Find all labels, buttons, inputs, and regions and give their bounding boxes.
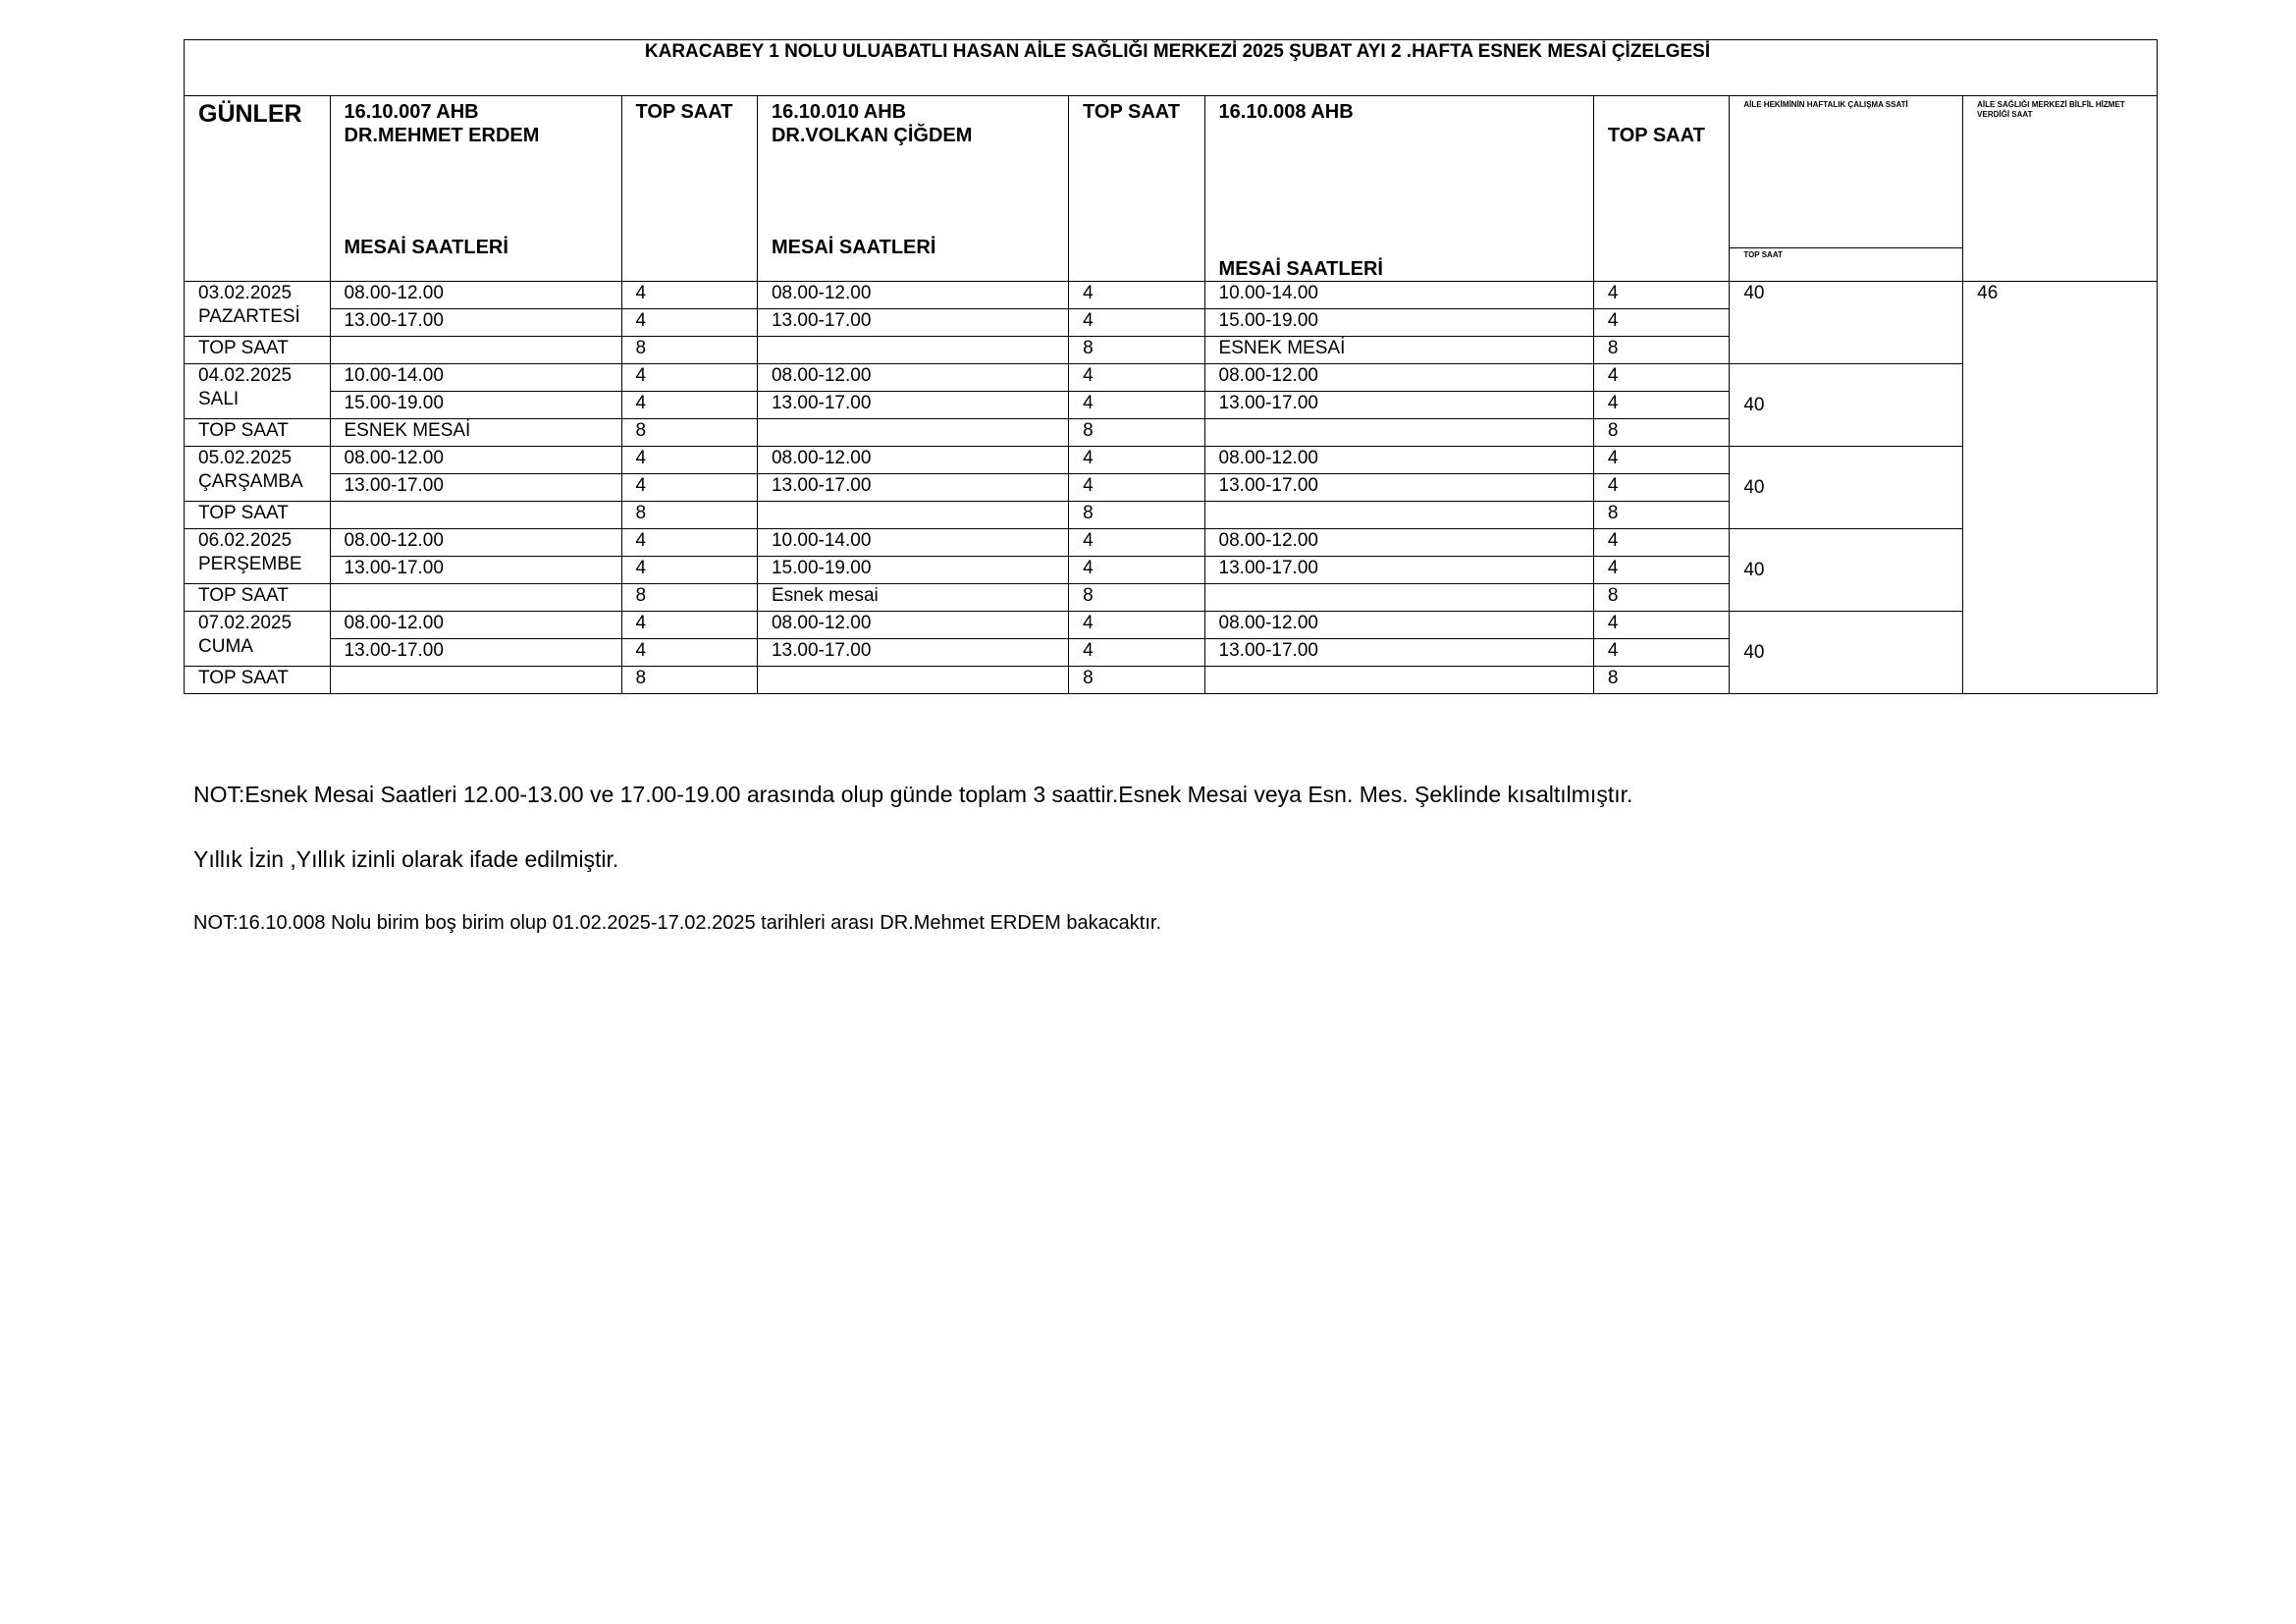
header-doctor1 xyxy=(330,96,621,282)
hours-cell: 08.00-12.00 xyxy=(757,364,1068,392)
hour-count-cell: 4 xyxy=(1069,557,1204,584)
doctor3-code: 16.10.008 AHB xyxy=(1218,101,1354,123)
total-hours-cell: 8 xyxy=(621,667,757,694)
total-hours-cell: 8 xyxy=(1593,584,1729,612)
day-cell xyxy=(185,612,331,667)
hours-cell: 13.00-17.00 xyxy=(757,474,1068,502)
hour-count-cell: 4 xyxy=(621,529,757,557)
day-cell xyxy=(185,282,331,337)
note-bos-birim: NOT:16.10.008 Nolu birim boş birim olup 01.02.2025-17.02.2025 tarihleri arası DR.Mehmet ERDEM bakacaktır. xyxy=(193,912,1162,934)
doctor2-code: 16.10.010 AHB xyxy=(771,101,907,123)
hours-cell: 08.00-12.00 xyxy=(1204,612,1593,639)
total-hours-cell: 8 xyxy=(1069,337,1204,364)
weekly-hours-value: 40 xyxy=(1730,282,1963,364)
total-note-cell xyxy=(757,419,1068,447)
total-hours-cell: 8 xyxy=(1069,502,1204,529)
day-name: ÇARŞAMBA xyxy=(198,471,303,492)
doctor3-mesai-label: MESAİ SAATLERİ xyxy=(1218,258,1383,280)
hours-cell: 08.00-12.00 xyxy=(1204,447,1593,474)
doctor1-name: DR.MEHMET ERDEM xyxy=(344,125,540,146)
weekly-hours-value: 40 xyxy=(1730,612,1963,694)
header-row xyxy=(185,96,2158,248)
weekly-hours-value: 40 xyxy=(1730,529,1963,612)
total-hours-cell: 8 xyxy=(1069,419,1204,447)
total-note-cell xyxy=(1204,584,1593,612)
hour-count-cell: 4 xyxy=(621,612,757,639)
doctor1-mesai-label: MESAİ SAATLERİ xyxy=(344,237,508,258)
hours-cell: 10.00-14.00 xyxy=(757,529,1068,557)
hours-cell: 13.00-17.00 xyxy=(1204,639,1593,667)
hour-count-cell: 4 xyxy=(1593,309,1729,337)
day-name: PAZARTESİ xyxy=(198,306,300,327)
hour-count-cell: 4 xyxy=(1593,392,1729,419)
hour-count-cell: 4 xyxy=(621,392,757,419)
hour-count-cell: 4 xyxy=(1593,282,1729,309)
total-note-cell xyxy=(1204,419,1593,447)
hours-cell: 08.00-12.00 xyxy=(330,529,621,557)
header-top-saat-3: TOP SAAT xyxy=(1593,96,1729,282)
hour-count-cell: 4 xyxy=(1069,529,1204,557)
total-note-cell xyxy=(330,667,621,694)
header-weekly-top-saat: TOP SAAT xyxy=(1730,248,1963,282)
hours-cell: 15.00-19.00 xyxy=(757,557,1068,584)
total-hours-cell: 8 xyxy=(1593,502,1729,529)
hour-count-cell: 4 xyxy=(1069,612,1204,639)
total-hours-cell: 8 xyxy=(621,419,757,447)
day-date: 06.02.2025 xyxy=(198,530,293,551)
hour-count-cell: 4 xyxy=(621,364,757,392)
hours-cell: 10.00-14.00 xyxy=(1204,282,1593,309)
hour-count-cell: 4 xyxy=(1069,309,1204,337)
hours-cell: 08.00-12.00 xyxy=(757,282,1068,309)
total-label: TOP SAAT xyxy=(185,337,331,364)
hours-cell: 08.00-12.00 xyxy=(1204,364,1593,392)
schedule-title: KARACABEY 1 NOLU ULUABATLI HASAN AİLE SAĞLIĞI MERKEZİ 2025 ŞUBAT AYI 2 .HAFTA ESNEK MESAİ ÇİZELGESİ xyxy=(185,40,2158,96)
header-weekly-hours: AİLE HEKİMİNİN HAFTALIK ÇALIŞMA SSATİ xyxy=(1730,96,1963,248)
total-note-cell: ESNEK MESAİ xyxy=(1204,337,1593,364)
header-gunler: GÜNLER xyxy=(185,96,331,282)
day-date: 07.02.2025 xyxy=(198,613,293,633)
hour-count-cell: 4 xyxy=(621,309,757,337)
hours-cell: 13.00-17.00 xyxy=(757,309,1068,337)
hours-cell: 13.00-17.00 xyxy=(1204,557,1593,584)
total-note-cell xyxy=(1204,502,1593,529)
day-name: CUMA xyxy=(198,636,253,657)
doctor2-name: DR.VOLKAN ÇİĞDEM xyxy=(771,125,973,146)
hour-count-cell: 4 xyxy=(1069,639,1204,667)
schedule-row xyxy=(185,364,2158,392)
day-date: 05.02.2025 xyxy=(198,448,293,468)
weekly-hours-value: 40 xyxy=(1730,364,1963,447)
hour-count-cell: 4 xyxy=(1593,529,1729,557)
hours-cell: 10.00-14.00 xyxy=(330,364,621,392)
day-cell xyxy=(185,364,331,419)
hours-cell: 13.00-17.00 xyxy=(1204,474,1593,502)
hours-cell: 08.00-12.00 xyxy=(757,612,1068,639)
hours-cell: 15.00-19.00 xyxy=(330,392,621,419)
hour-count-cell: 4 xyxy=(621,639,757,667)
hours-cell: 08.00-12.00 xyxy=(330,447,621,474)
weekly-hours-value: 40 xyxy=(1730,447,1963,529)
hour-count-cell: 4 xyxy=(621,557,757,584)
hours-cell: 13.00-17.00 xyxy=(757,392,1068,419)
day-date: 03.02.2025 xyxy=(198,283,293,303)
hour-count-cell: 4 xyxy=(621,447,757,474)
total-hours-cell: 8 xyxy=(1593,419,1729,447)
total-hours-cell: 8 xyxy=(621,502,757,529)
total-label: TOP SAAT xyxy=(185,584,331,612)
header-center-hours: AİLE SAĞLIĞI MERKEZİ BİLFİL HİZMET VERDİĞİ SAAT xyxy=(1963,96,2158,282)
hours-cell: 13.00-17.00 xyxy=(330,309,621,337)
total-hours-cell: 8 xyxy=(1069,667,1204,694)
total-note-cell xyxy=(757,667,1068,694)
total-note-cell: ESNEK MESAİ xyxy=(330,419,621,447)
hour-count-cell: 4 xyxy=(1069,392,1204,419)
hour-count-cell: 4 xyxy=(1593,639,1729,667)
day-name: SALI xyxy=(198,389,240,409)
hours-cell: 13.00-17.00 xyxy=(1204,392,1593,419)
total-note-cell xyxy=(757,337,1068,364)
hour-count-cell: 4 xyxy=(1069,447,1204,474)
hour-count-cell: 4 xyxy=(1593,612,1729,639)
hours-cell: 08.00-12.00 xyxy=(330,282,621,309)
hours-cell: 13.00-17.00 xyxy=(330,639,621,667)
hours-cell: 15.00-19.00 xyxy=(1204,309,1593,337)
total-note-cell xyxy=(330,337,621,364)
day-cell xyxy=(185,529,331,584)
schedule-row xyxy=(185,282,2158,309)
hours-cell: 08.00-12.00 xyxy=(330,612,621,639)
hour-count-cell: 4 xyxy=(1593,364,1729,392)
header-top-saat-1: TOP SAAT xyxy=(621,96,757,282)
header-doctor3 xyxy=(1204,96,1593,282)
header-doctor2 xyxy=(757,96,1068,282)
day-cell xyxy=(185,447,331,502)
doctor1-code: 16.10.007 AHB xyxy=(344,101,479,123)
hour-count-cell: 4 xyxy=(1593,474,1729,502)
hour-count-cell: 4 xyxy=(1069,474,1204,502)
hours-cell: 13.00-17.00 xyxy=(757,639,1068,667)
total-note-cell xyxy=(330,584,621,612)
hours-cell: 13.00-17.00 xyxy=(330,474,621,502)
total-hours-cell: 8 xyxy=(621,584,757,612)
total-hours-cell: 8 xyxy=(1593,337,1729,364)
hours-cell: 08.00-12.00 xyxy=(757,447,1068,474)
total-note-cell: Esnek mesai xyxy=(757,584,1068,612)
hours-cell: 13.00-17.00 xyxy=(330,557,621,584)
total-hours-cell: 8 xyxy=(1069,584,1204,612)
hour-count-cell: 4 xyxy=(1593,557,1729,584)
total-label: TOP SAAT xyxy=(185,419,331,447)
hour-count-cell: 4 xyxy=(1593,447,1729,474)
hour-count-cell: 4 xyxy=(1069,364,1204,392)
day-name: PERŞEMBE xyxy=(198,554,302,574)
total-label: TOP SAAT xyxy=(185,667,331,694)
hour-count-cell: 4 xyxy=(1069,282,1204,309)
center-total-value: 46 xyxy=(1963,282,2158,694)
total-label: TOP SAAT xyxy=(185,502,331,529)
doctor2-mesai-label: MESAİ SAATLERİ xyxy=(771,237,936,258)
total-hours-cell: 8 xyxy=(621,337,757,364)
note-yillik-izin: Yıllık İzin ,Yıllık izinli olarak ifade edilmiştir. xyxy=(193,846,619,872)
hour-count-cell: 4 xyxy=(621,474,757,502)
schedule-row xyxy=(185,447,2158,474)
day-date: 04.02.2025 xyxy=(198,365,293,386)
total-note-cell xyxy=(757,502,1068,529)
total-hours-cell: 8 xyxy=(1593,667,1729,694)
schedule-table xyxy=(184,39,2158,694)
note-esnek-mesai: NOT:Esnek Mesai Saatleri 12.00-13.00 ve 17.00-19.00 arasında olup günde toplam 3 saattir.Esnek Mesai veya Esn. Mes. Şeklinde kısaltılmıştır. xyxy=(193,782,1633,807)
header-top-saat-2: TOP SAAT xyxy=(1069,96,1204,282)
schedule-row xyxy=(185,529,2158,557)
hour-count-cell: 4 xyxy=(621,282,757,309)
hours-cell: 08.00-12.00 xyxy=(1204,529,1593,557)
total-note-cell xyxy=(330,502,621,529)
schedule-row xyxy=(185,612,2158,639)
total-note-cell xyxy=(1204,667,1593,694)
